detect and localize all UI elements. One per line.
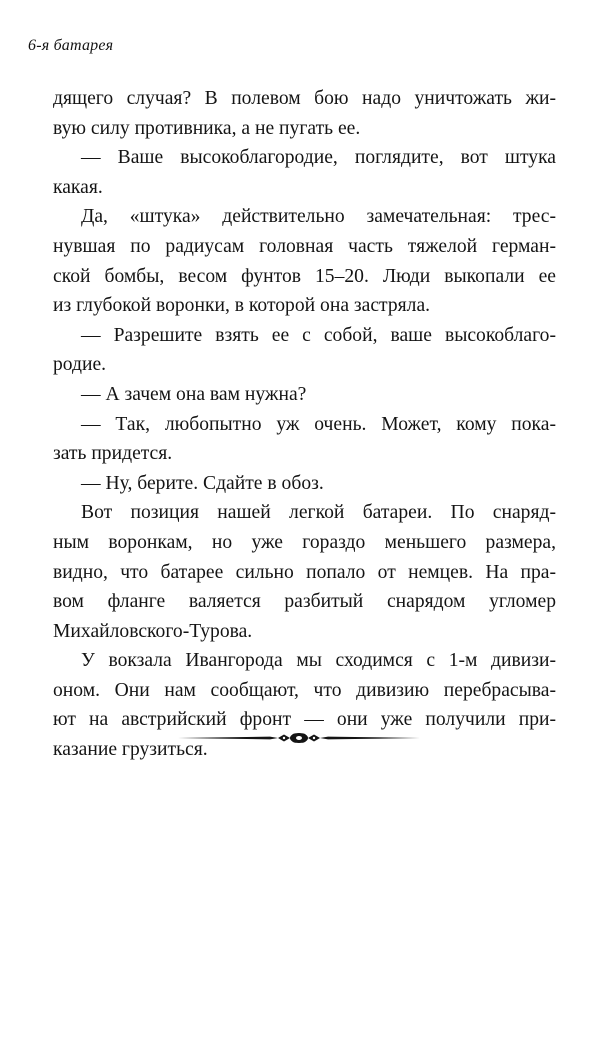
text-line: какая. [53, 176, 103, 198]
paragraph [53, 410, 556, 469]
text-line: ской бомбы, весом фунтов 15–20. Люди выкопали ее [53, 265, 556, 287]
text-line: Да, «штука» действительно замечательная: трес- [81, 206, 556, 228]
text-line: родие. [53, 354, 107, 376]
paragraph [53, 498, 556, 646]
text-line: вую силу противника, а не пугать ее. [53, 117, 361, 139]
text-line: — А зачем она вам нужна? [81, 383, 307, 405]
decorative-divider-icon [178, 726, 420, 750]
text-line: оном. Они нам сообщают, что дивизию перебрасыва- [53, 679, 556, 701]
text-line: видно, что батарее сильно попало от немцев. На пра- [53, 561, 556, 583]
text-line: Михайловского-Турова. [53, 620, 253, 642]
text-line: ным воронкам, но уже гораздо меньшего размера, [53, 531, 556, 553]
text-line: — Ваше высокоблагородие, поглядите, вот штука [81, 147, 556, 169]
text-line: У вокзала Ивангорода мы сходимся с 1-м дивизи- [81, 650, 556, 672]
text-line: нувшая по радиусам головная часть тяжелой герман- [53, 235, 556, 257]
paragraph [53, 202, 556, 320]
text-line: — Так, любопытно уж очень. Может, кому пока- [81, 413, 556, 435]
paragraph [53, 380, 556, 410]
paragraph [53, 143, 556, 202]
text-line: вом фланге валяется разбитый снарядом угломер [53, 591, 556, 613]
paragraph [53, 321, 556, 380]
text-line: — Разрешите взять ее с собой, ваше высокоблаго- [81, 324, 556, 346]
text-line: казание грузиться. [53, 739, 208, 761]
body-text [53, 84, 556, 765]
text-line: — Ну, берите. Сдайте в обоз. [81, 472, 324, 494]
text-line: из глубокой воронки, в которой она застряла. [53, 295, 431, 317]
paragraph [53, 469, 556, 499]
running-head: 6-я батарея [28, 37, 114, 54]
text-line: Вот позиция нашей легкой батареи. По снаряд- [81, 502, 556, 524]
text-line: зать придется. [53, 443, 173, 465]
text-line: дящего случая? В полевом бою надо уничтожать жи- [53, 88, 556, 109]
paragraph [53, 84, 556, 143]
text-line: ют на австрийский фронт — они уже получили при- [53, 709, 556, 731]
